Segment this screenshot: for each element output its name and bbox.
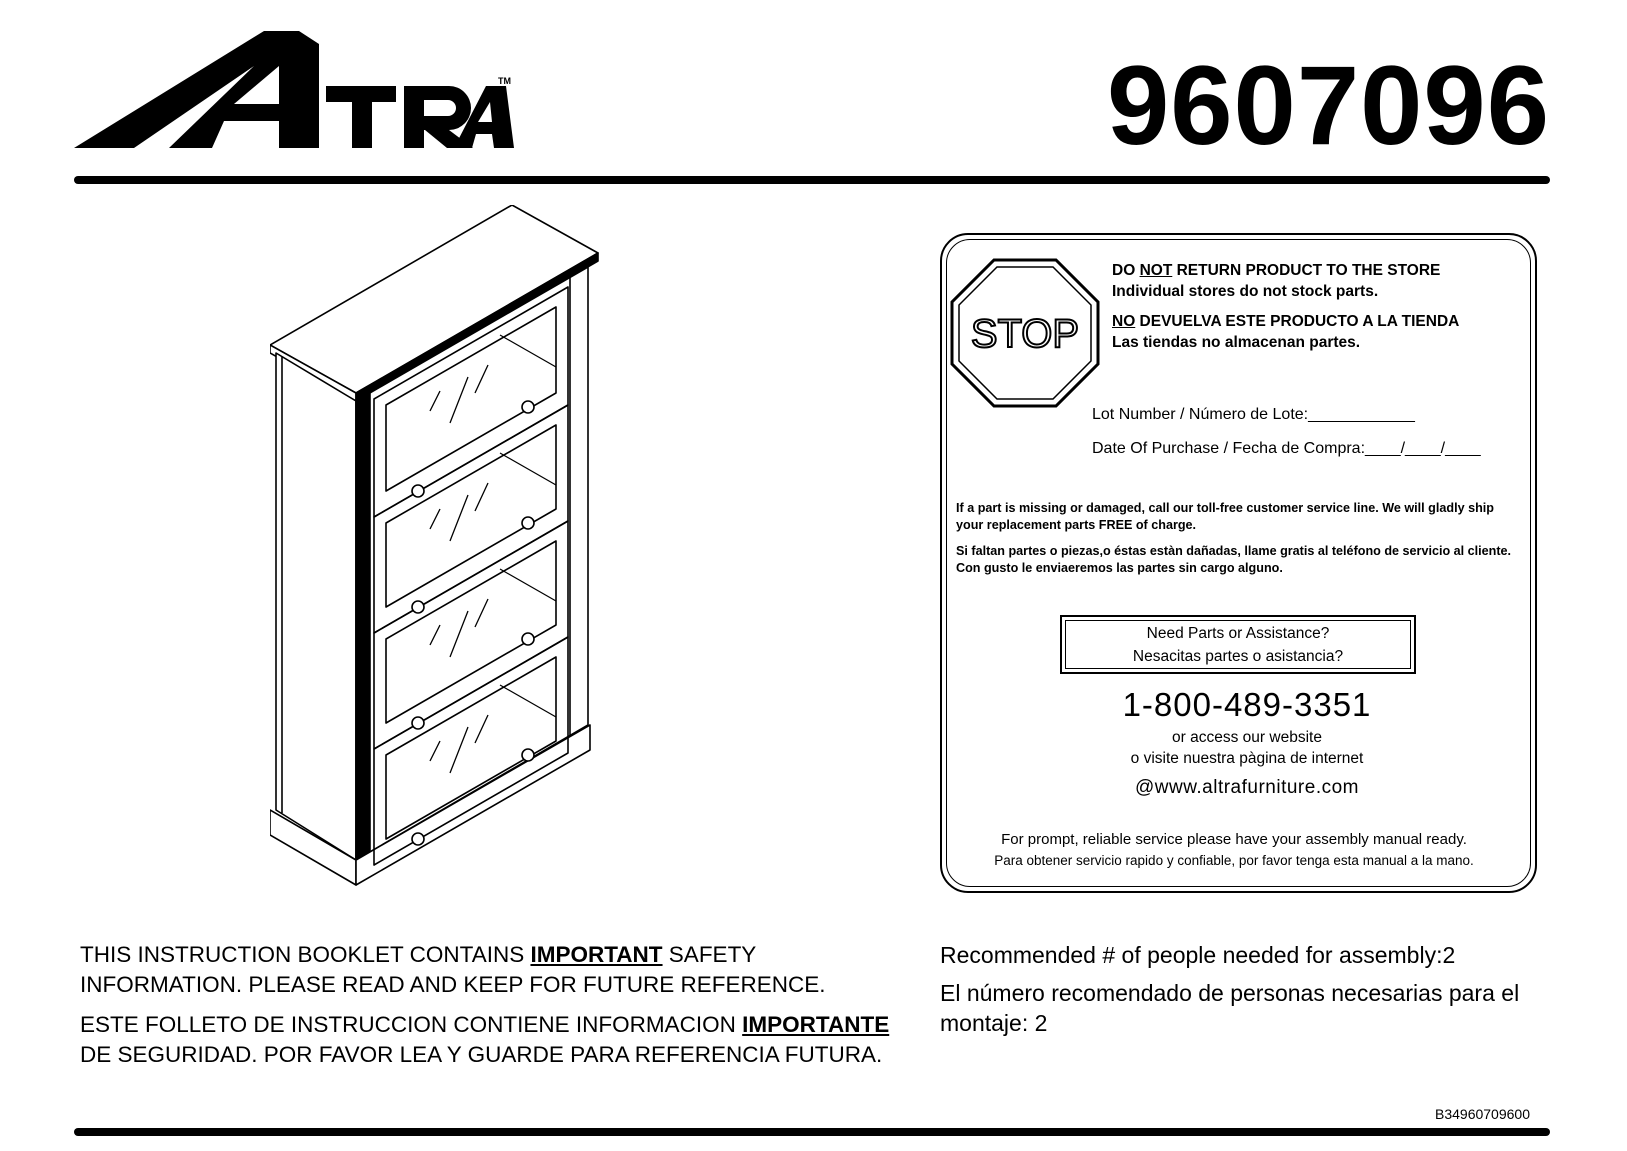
bookcase-illustration <box>270 205 630 925</box>
website-text-es: o visite nuestra pàgina de internet <box>1130 750 1364 767</box>
phone-number[interactable]: 1-800-489-3351 <box>1122 686 1372 723</box>
model-number: 9607096 <box>1106 43 1550 168</box>
bottom-divider <box>74 1128 1550 1136</box>
assistance-box <box>1060 615 1416 674</box>
missing-parts-en: If a part is missing or damaged, call our toll-free customer service line. We will gladly ship your replacement parts FREE of charge. <box>956 501 1494 532</box>
assembly-people <box>940 940 1560 1038</box>
top-divider <box>74 176 1550 184</box>
safety-notice <box>80 940 910 1070</box>
website-link[interactable]: @www.altrafurniture.com <box>1134 777 1360 798</box>
assistance-en: Need Parts or Assistance? <box>1146 625 1330 642</box>
trademark-mark: TM <box>498 76 511 86</box>
website-text-en: or access our website <box>1172 729 1322 746</box>
stop-sign-icon <box>950 258 1100 408</box>
safety-notice-es: ESTE FOLLETO DE INSTRUCCION CONTIENE INFORMACION IMPORTANTE DE SEGURIDAD. POR FAVOR LEA Y GUARDE PARA REFERENCIA FUTURA. <box>80 1012 890 1067</box>
service-note-es: Para obtener servicio rapido y confiable, por favor tenga esta manual a la mano. <box>994 853 1474 868</box>
document-code: B34960709600 <box>1435 1106 1530 1122</box>
service-note-en: For prompt, reliable service please have your assembly manual ready. <box>1001 831 1467 848</box>
lot-number-field: Lot Number / Número de Lote:____________ <box>1092 406 1415 423</box>
assembly-people-es: El número recomendado de personas necesarias para el montaje: 2 <box>940 980 1520 1036</box>
missing-parts-es: Si faltan partes o piezas,o éstas estàn dañadas, llame gratis al teléfono de servicio al cliente. Con gusto le enviaeremos las partes sin cargo alguno. <box>956 544 1512 575</box>
assembly-people-en: Recommended # of people needed for assembly:2 <box>940 942 1456 968</box>
safety-notice-en: THIS INSTRUCTION BOOKLET CONTAINS IMPORTANT SAFETY INFORMATION. PLEASE READ AND KEEP FOR FUTURE REFERENCE. <box>80 942 826 997</box>
purchase-date-field: Date Of Purchase / Fecha de Compra:____/____/____ <box>1092 440 1481 457</box>
stop-label: STOP <box>970 312 1080 356</box>
assistance-es: Nesacitas partes o asistancia? <box>1132 648 1344 665</box>
return-warning: DO NOT RETURN PRODUCT TO THE STORE Individual stores do not stock parts. NO DEVUELVA ESTE PRODUCTO A LA TIENDA Las tiendas no almacenan partes. <box>1112 262 1460 351</box>
altra-logo <box>74 26 514 156</box>
